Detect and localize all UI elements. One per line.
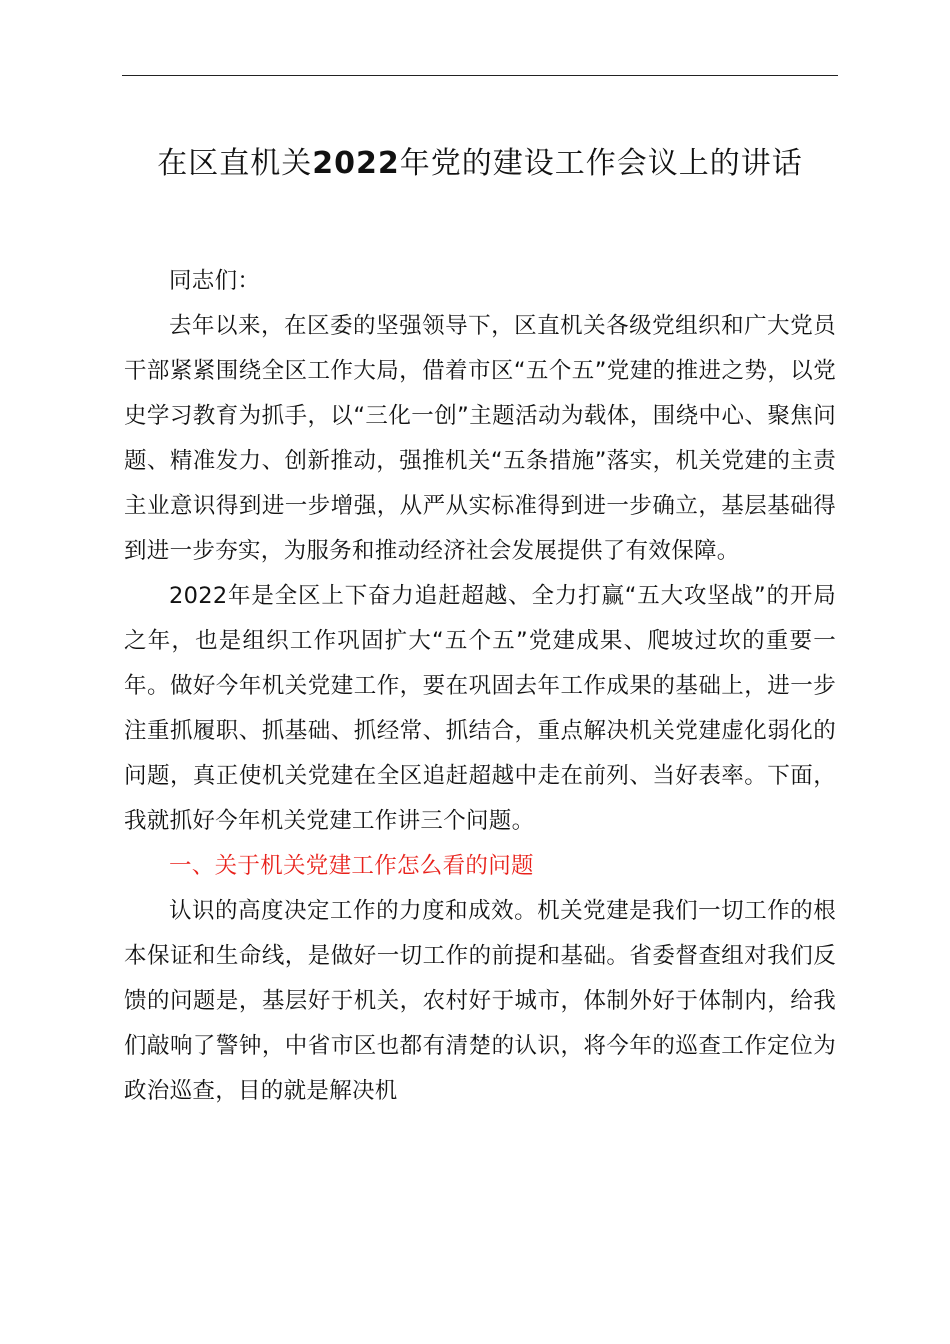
title-prefix: 在区直机关 [157,146,313,181]
section-heading: 一、关于机关党建工作怎么看的问题 [169,853,534,879]
paragraph-2: 2022年是全区上下奋力追赶超越、全力打赢“五大攻坚战”的开局之年，也是组织工作巩固扩大“五个五”党建成果、爬坡过坎的重要一年。做好今年机关党建工作，要在巩固去年工作成果的基础上，进一步注重抓履职、抓基础、抓经常、抓结合，重点解决机关党建虚化弱化的问题，真正使机关党建在全区追赶超越中走在前列、当好表率。下面，我就抓好今年机关党建工作讲三个问题。 [124,583,836,834]
title-suffix: 年党的建设工作会议上的讲话 [399,146,803,181]
document-body [124,259,836,1114]
header-rule [122,75,838,76]
greeting: 同志们： [169,268,261,294]
document-title [110,138,850,190]
title-year: 2022 [312,146,400,181]
paragraph-1: 去年以来，在区委的坚强领导下，区直机关各级党组织和广大党员干部紧紧围绕全区工作大局，借着市区“五个五”党建的推进之势，以党史学习教育为抓手，以“三化一创”主题活动为载体，围绕中心、聚焦问题、精准发力、创新推动，强推机关“五条措施”落实，机关党建的主责主业意识得到进一步增强，从严从实标准得到进一步确立，基层基础得到进一步夯实，为服务和推动经济社会发展提供了有效保障。 [124,313,836,564]
section-paragraph: 认识的高度决定工作的力度和成效。机关党建是我们一切工作的根本保证和生命线，是做好一切工作的前提和基础。省委督查组对我们反馈的问题是，基层好于机关，农村好于城市，体制外好于体制内，给我们敲响了警钟，中省市区也都有清楚的认识，将今年的巡查工作定位为政治巡查，目的就是解决机 [124,898,836,1104]
